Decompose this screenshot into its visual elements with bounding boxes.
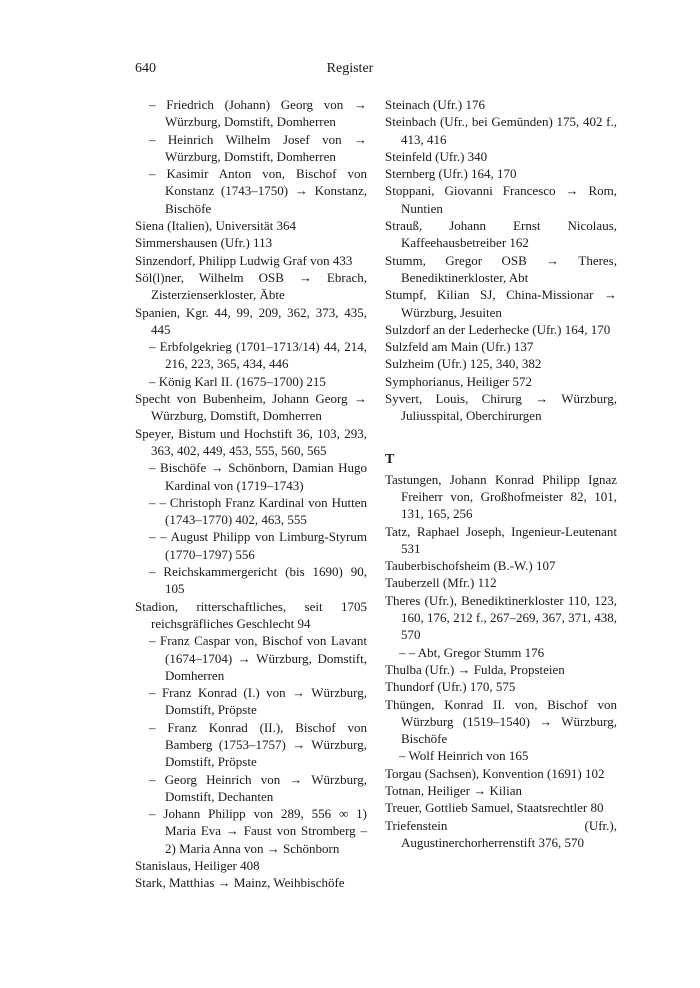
index-entry: – – Christoph Franz Kardinal von Hutten (1743–1770) 402, 463, 555 [149,494,367,528]
index-entry: Tatz, Raphael Joseph, Ingenieur-Leutenant 531 [385,523,617,556]
index-entry: Torgau (Sachsen), Konvention (1691) 102 [385,765,605,781]
index-entry: Tastungen, Johann Konrad Philipp Ignaz Freiherr von, Großhofmeister 82, 101, 131, 165, 256 [385,471,617,522]
index-column-right [385,96,617,851]
index-entry: Tauberzell (Mfr.) 112 [385,575,497,591]
index-entry: Strauß, Johann Ernst Nicolaus, Kaffeehausbetreiber 162 [385,218,617,251]
index-entry: Stanislaus, Heiliger 408 [135,858,260,874]
index-entry: Theres (Ufr.), Benediktinerkloster 110, 123, 160, 176, 212 f., 267–269, 367, 371, 438, 570 [385,592,617,643]
index-entry: Thulba (Ufr.) → Fulda, Propsteien [385,661,565,677]
index-entry: Siena (Italien), Universität 364 [135,218,297,234]
index-entry: Syvert, Louis, Chirurg → Würzburg, Juliusspital, Oberchirurgen [385,391,617,424]
index-entry: Stark, Matthias → Mainz, Weihbischöfe [135,875,345,891]
section-letter-heading: T [385,451,395,467]
index-entry: Triefenstein (Ufr.), Augustinerchorherrenstift 376, 570 [385,817,617,850]
page-number: 640 [135,61,156,76]
index-entry: – Franz Caspar von, Bischof von Lavant (1674–1704) → Würzburg, Domstift, Domherren [149,633,367,683]
index-entry: – Georg Heinrich von → Würzburg, Domstift, Dechanten [149,771,367,804]
index-entry: Spanien, Kgr. 44, 99, 209, 362, 373, 435, 445 [135,304,367,337]
index-section-s [385,96,617,425]
index-entry: Sulzfeld am Main (Ufr.) 137 [385,339,534,355]
index-entry: Stumm, Gregor OSB → Theres, Benediktinerkloster, Abt [385,252,617,285]
index-entry: Treuer, Gottlieb Samuel, Staatsrechtler 80 [385,800,604,816]
index-entry: Thundorf (Ufr.) 170, 575 [385,679,516,695]
index-entry: Söl(l)ner, Wilhelm OSB → Ebrach, Zisterzienserkloster, Äbte [135,269,367,303]
index-entry: Totnan, Heiliger → Kilian [385,782,523,798]
index-entry: Sulzheim (Ufr.) 125, 340, 382 [385,356,542,372]
index-entry: Sinzendorf, Philipp Ludwig Graf von 433 [135,252,353,268]
index-entry: Sulzdorf an der Lederhecke (Ufr.) 164, 170 [385,321,611,337]
index-entry: Tauberbischofsheim (B.-W.) 107 [385,558,556,574]
index-entry: Thüngen, Konrad II. von, Bischof von Würzburg (1519–1540) → Würzburg, Bischöfe [385,696,617,747]
index-entry: – Kasimir Anton von, Bischof von Konstanz (1743–1750) → Konstanz, Bischöfe [149,166,367,216]
index-entry: – Wolf Heinrich von 165 [399,748,529,764]
index-entry: – – August Philipp von Limburg-Styrum (1770–1797) 556 [149,529,367,562]
index-entry: – Johann Philipp von 289, 556 ∞ 1) Maria Eva → Faust von Stromberg – 2) Maria Anna von → Schönborn [149,806,367,856]
index-entry: – Franz Konrad (II.), Bischof von Bamberg (1753–1757) → Würzburg, Domstift, Pröpste [149,719,367,770]
index-entry: Stoppani, Giovanni Francesco → Rom, Nuntien [385,183,617,216]
index-entry: Stumpf, Kilian SJ, China-Missionar → Würzburg, Jesuiten [385,287,617,320]
index-entry: – König Karl II. (1675–1700) 215 [149,373,326,389]
index-entry: – Bischöfe → Schönborn, Damian Hugo Kardinal von (1719–1743) [149,460,367,493]
index-entry: – Erbfolgekrieg (1701–1713/14) 44, 214, 216, 223, 365, 434, 446 [149,339,367,372]
index-entry: Speyer, Bistum und Hochstift 36, 103, 293, 363, 402, 449, 453, 555, 560, 565 [135,425,367,458]
running-head: Register [326,61,374,76]
index-entry: – Reichskammergericht (bis 1690) 90, 105 [149,564,367,597]
index-entry: Steinach (Ufr.) 176 [385,97,486,112]
index-entry: – Friedrich (Johann) Georg von → Würzburg, Domstift, Domherren [149,97,367,130]
index-entry: Steinfeld (Ufr.) 340 [385,148,488,164]
index-entry: Steinbach (Ufr., bei Gemünden) 175, 402 f., 413, 416 [385,114,617,147]
index-section-t [385,471,617,852]
index-entry: Stadion, ritterschaftliches, seit 1705 reichsgräfliches Geschlecht 94 [135,598,367,631]
index-entry: – Franz Konrad (I.) von → Würzburg, Domstift, Pröpste [149,685,367,718]
index-column-left [135,96,367,892]
index-entry: Simmershausen (Ufr.) 113 [135,235,273,251]
index-entry: Sternberg (Ufr.) 164, 170 [385,166,517,182]
index-entry: – – Abt, Gregor Stumm 176 [399,644,545,660]
index-entry: – Heinrich Wilhelm Josef von → Würzburg, Domstift, Domherren [149,131,367,164]
index-entry: Symphorianus, Heiliger 572 [385,373,532,389]
index-entry: Specht von Bubenheim, Johann Georg → Würzburg, Domstift, Domherren [135,391,367,424]
